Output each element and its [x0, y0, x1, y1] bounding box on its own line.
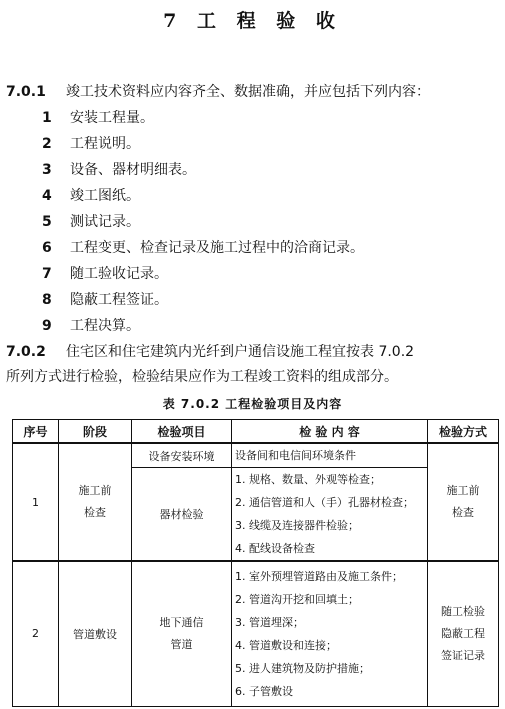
header-stage: 阶段 [59, 420, 132, 444]
chapter-number: 7 [163, 10, 184, 32]
item-text: 测试记录。 [70, 214, 140, 230]
item-number: 2 [42, 136, 52, 152]
item-text: 安装工程量。 [70, 110, 154, 126]
clause-7-0-1 [6, 81, 430, 101]
cell-content: 设备间和电信间环境条件 [232, 443, 428, 468]
list-item [42, 289, 168, 309]
table-row [13, 561, 499, 706]
cell-content: 1. 室外预埋管道路由及施工条件； 2. 管道沟开挖和回填土； 3. 管道埋深； 4. 管道敷设和连接； 5. 进人建筑物及防护措施； 6. 子管敷设 [232, 561, 428, 706]
list-item [42, 315, 140, 335]
item-number: 3 [42, 162, 52, 178]
item-number: 9 [42, 318, 52, 334]
chapter-heading [0, 6, 505, 33]
list-item [42, 263, 168, 283]
item-text: 工程变更、检查记录及施工过程中的洽商记录。 [70, 240, 364, 256]
header-seq: 序号 [13, 420, 59, 444]
item-number: 5 [42, 214, 52, 230]
item-text: 隐蔽工程签证。 [70, 292, 168, 308]
cell-stage: 施工前 检查 [59, 443, 132, 561]
cell-item: 器材检验 [132, 468, 232, 562]
item-text: 设备、器材明细表。 [70, 162, 196, 178]
chapter-title: 工 程 验 收 [197, 10, 342, 32]
item-number: 4 [42, 188, 52, 204]
cell-item: 设备安装环境 [132, 443, 232, 468]
cell-method: 施工前 检查 [428, 443, 499, 561]
clause-text: 住宅区和住宅建筑内光纤到户通信设施工程宜按表 7.0.2 [66, 344, 415, 360]
cell-content: 1. 规格、数量、外观等检查； 2. 通信管道和人（手）孔器材检查； 3. 线缆及连接器件检验； 4. 配线设备检查 [232, 468, 428, 562]
cell-seq: 2 [13, 561, 59, 706]
table-row [13, 443, 499, 468]
table-header-row [13, 420, 499, 444]
list-item [42, 185, 140, 205]
item-number: 7 [42, 266, 52, 282]
cell-item: 地下通信 管道 [132, 561, 232, 706]
table-caption: 表 7.0.2 工程检验项目及内容 [162, 397, 343, 411]
item-text: 竣工图纸。 [70, 188, 140, 204]
list-item [42, 133, 140, 153]
item-number: 6 [42, 240, 52, 256]
item-text: 工程决算。 [70, 318, 140, 334]
header-content: 检 验 内 容 [232, 420, 428, 444]
item-number: 8 [42, 292, 52, 308]
item-number: 1 [42, 110, 52, 126]
clause-number: 7.0.2 [6, 344, 46, 360]
cell-method: 随工检验 隐蔽工程 签证记录 [428, 561, 499, 706]
item-text: 工程说明。 [70, 136, 140, 152]
clause-number: 7.0.1 [6, 84, 46, 100]
list-item [42, 107, 154, 127]
cell-stage: 管道敷设 [59, 561, 132, 706]
clause-7-0-2 [6, 341, 414, 361]
clause-text: 竣工技术资料应内容齐全、数据准确，并应包括下列内容： [66, 84, 430, 100]
header-item: 检验项目 [132, 420, 232, 444]
item-text: 随工验收记录。 [70, 266, 168, 282]
inspection-table [12, 419, 499, 707]
list-item [42, 211, 140, 231]
header-method: 检验方式 [428, 420, 499, 444]
cell-seq: 1 [13, 443, 59, 561]
list-item [42, 159, 196, 179]
list-item [42, 237, 364, 257]
clause-text-continuation: 所列方式进行检验，检验结果应作为工程竣工资料的组成部分。 [6, 369, 398, 385]
